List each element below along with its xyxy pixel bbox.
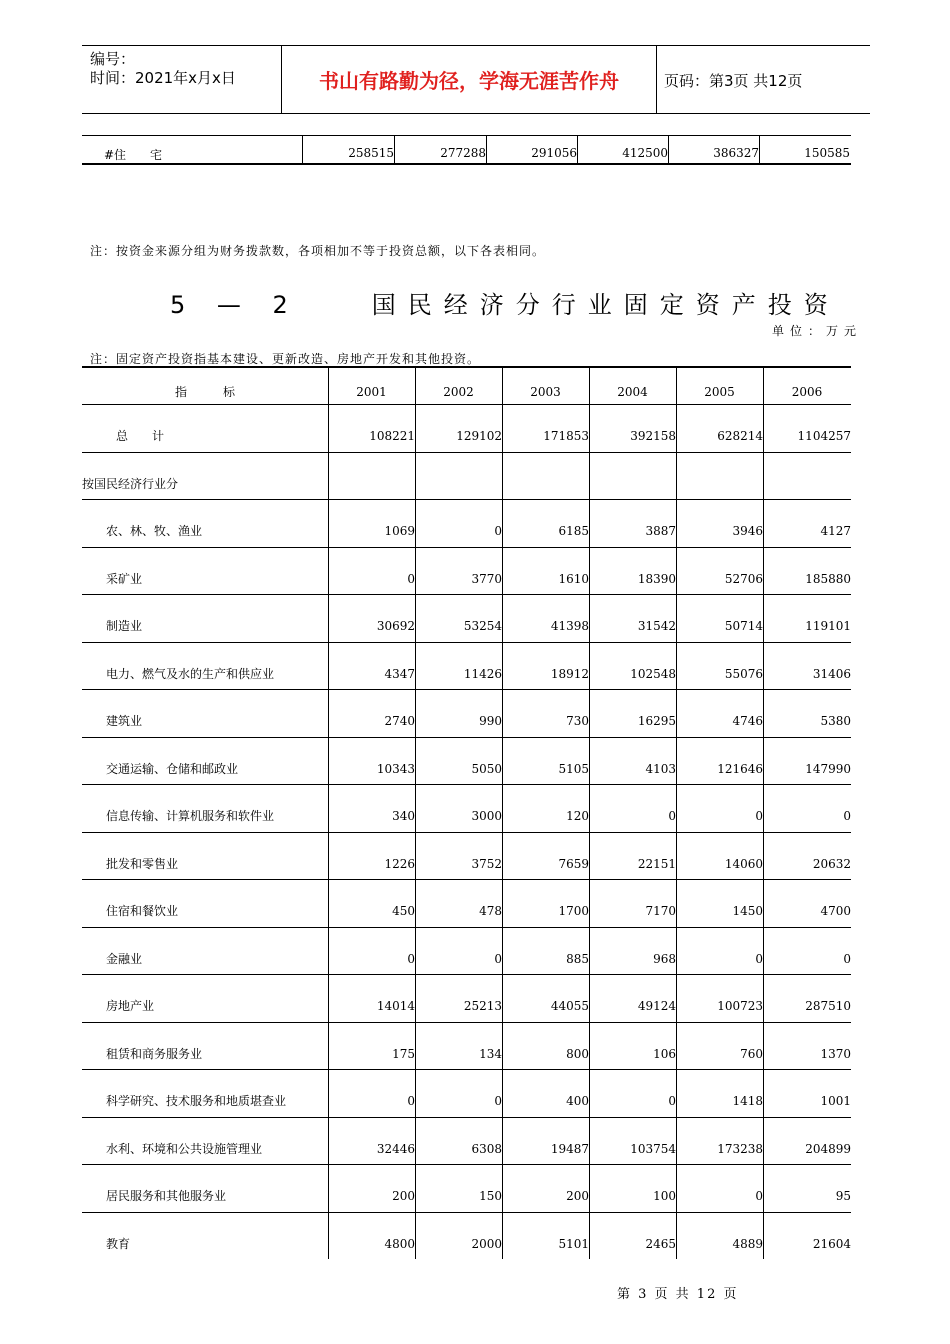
header-meta [90, 50, 236, 88]
value-cell: 18390 [637, 571, 676, 586]
value-cell: 0 [843, 809, 851, 823]
value-cell: 22151 [637, 856, 676, 871]
value-cell: 760 [740, 1046, 763, 1061]
value-cell: 95 [835, 1189, 851, 1203]
value-cell: 1104257 [797, 429, 851, 443]
value-cell [502, 452, 589, 500]
value-cell: 32446 [376, 1141, 415, 1156]
row-label: 建筑业 [106, 714, 143, 728]
row-label: 总 计 [116, 429, 165, 443]
row-label: 租赁和商务服务业 [106, 1046, 203, 1061]
value-cell: 0 [755, 951, 763, 966]
residual-cell: 258515 [348, 146, 394, 160]
header-bottom-rule [82, 113, 870, 114]
value-cell: 175 [392, 1046, 415, 1061]
value-cell: 287510 [805, 999, 851, 1013]
value-cell: 628214 [717, 429, 763, 443]
value-cell: 185880 [805, 571, 851, 586]
value-cell: 119101 [805, 619, 851, 633]
value-cell: 16295 [637, 714, 676, 728]
value-cell: 147990 [805, 761, 851, 776]
value-cell: 106 [653, 1046, 676, 1061]
value-cell: 173238 [717, 1141, 763, 1156]
value-cell [676, 452, 763, 500]
table-row [82, 784, 851, 833]
row-label: 教育 [106, 1236, 131, 1251]
value-cell: 0 [494, 524, 502, 538]
value-cell: 31542 [637, 619, 676, 633]
value-cell: 0 [668, 809, 676, 823]
value-cell: 0 [494, 1094, 502, 1108]
header-page-number: 页码：第3页 共12页 [664, 72, 803, 90]
value-cell: 340 [392, 809, 415, 823]
value-cell: 0 [843, 951, 851, 966]
value-cell: 730 [566, 714, 589, 728]
value-cell: 1069 [384, 524, 415, 538]
value-cell: 6185 [558, 524, 589, 538]
value-cell: 800 [566, 1046, 589, 1061]
residual-row-label: #住 宅 [104, 148, 163, 162]
value-cell: 1370 [820, 1046, 851, 1061]
row-label: 居民服务和其他服务业 [106, 1189, 227, 1203]
value-cell: 4889 [732, 1236, 763, 1251]
row-label: 农、林、牧、渔业 [106, 524, 203, 538]
table-header-row [82, 366, 851, 405]
year-header: 2002 [443, 385, 474, 399]
value-cell: 52706 [724, 571, 763, 586]
value-cell: 18912 [550, 666, 589, 681]
value-cell: 103754 [630, 1141, 676, 1156]
header-divider [656, 45, 657, 113]
value-cell: 2000 [471, 1236, 502, 1251]
year-header: 2006 [791, 385, 823, 399]
value-cell: 478 [479, 904, 502, 918]
value-cell: 3887 [645, 524, 676, 538]
value-cell: 3000 [471, 809, 502, 823]
residual-bottom-rule [82, 163, 851, 165]
value-cell [328, 452, 415, 500]
table-row [82, 1212, 851, 1260]
table-row [82, 1117, 851, 1166]
row-label: 交通运输、仓储和邮政业 [106, 761, 239, 776]
value-cell: 3770 [471, 571, 502, 586]
value-cell: 20632 [812, 856, 851, 871]
row-label: 房地产业 [106, 999, 155, 1013]
value-cell: 129102 [456, 429, 502, 443]
value-cell: 41398 [550, 619, 589, 633]
value-cell: 0 [407, 1094, 415, 1108]
residual-cell: 150585 [804, 146, 850, 160]
value-cell: 49124 [637, 999, 676, 1013]
row-label: 金融业 [106, 951, 143, 966]
table-row [82, 974, 851, 1023]
table-title: 5 — 2 国民经济分行业固定资产投资 [170, 291, 840, 319]
table-row [82, 499, 851, 548]
row-label: 水利、环境和公共设施管理业 [106, 1141, 263, 1156]
value-cell: 4800 [384, 1236, 415, 1251]
value-cell: 3946 [732, 524, 763, 538]
value-cell: 30692 [376, 619, 415, 633]
value-cell: 5050 [471, 761, 502, 776]
value-cell: 4103 [645, 761, 676, 776]
value-cell: 5101 [558, 1236, 589, 1251]
residual-cell: 386327 [713, 146, 759, 160]
row-label: 信息传输、计算机服务和软件业 [106, 809, 275, 823]
value-cell: 200 [392, 1189, 415, 1203]
residual-cell: 291056 [531, 146, 577, 160]
residual-cell: 277288 [440, 146, 486, 160]
value-cell: 1610 [558, 571, 589, 586]
table-row [82, 452, 851, 501]
row-label: 电力、燃气及水的生产和供应业 [106, 666, 275, 681]
value-cell: 200 [566, 1189, 589, 1203]
row-label: 按国民经济行业分 [82, 476, 179, 491]
value-cell: 108221 [369, 429, 415, 443]
value-cell: 4127 [820, 524, 851, 538]
table-row [82, 547, 851, 596]
note-funding-source: 注：按资金来源分组为财务拨款数，各项相加不等于投资总额，以下各表相同。 [90, 244, 546, 258]
value-cell: 2740 [384, 714, 415, 728]
value-cell: 100723 [717, 999, 763, 1013]
value-cell: 0 [407, 951, 415, 966]
unit-label: 单位：万元 [771, 324, 862, 338]
table-row [82, 689, 851, 738]
table-row [82, 642, 851, 691]
table-row [82, 594, 851, 643]
value-cell: 5380 [820, 714, 851, 728]
value-cell: 120 [566, 809, 589, 823]
value-cell: 31406 [812, 666, 851, 681]
document-time: 时间：2021年x月x日 [90, 69, 236, 87]
value-cell: 25213 [463, 999, 502, 1013]
value-cell: 1226 [384, 856, 415, 871]
value-cell: 10343 [376, 761, 415, 776]
value-cell: 100 [653, 1189, 676, 1203]
value-cell: 21604 [812, 1236, 851, 1251]
table-row [82, 1069, 851, 1118]
value-cell: 0 [494, 951, 502, 966]
value-cell: 400 [566, 1094, 589, 1108]
row-label: 制造业 [106, 619, 143, 633]
value-cell: 1001 [820, 1094, 851, 1108]
page-footer: 第 3 页 共 12 页 [617, 1287, 739, 1302]
table-row [82, 1022, 851, 1071]
value-cell: 0 [755, 1189, 763, 1203]
value-cell: 134 [479, 1046, 502, 1061]
value-cell: 11426 [463, 666, 502, 681]
table-header-label: 指 标 [174, 385, 235, 399]
table-row [82, 1164, 851, 1213]
year-header: 2005 [704, 385, 735, 399]
row-label: 采矿业 [106, 571, 143, 586]
value-cell: 19487 [550, 1141, 589, 1156]
value-cell: 121646 [717, 761, 763, 776]
residual-top-rule [82, 135, 851, 136]
value-cell: 50714 [724, 619, 763, 633]
table-row [82, 832, 851, 881]
value-cell: 450 [392, 904, 415, 918]
year-header: 2004 [617, 385, 648, 399]
value-cell: 2465 [645, 1236, 676, 1251]
value-cell: 990 [479, 714, 502, 728]
value-cell: 0 [668, 1094, 676, 1108]
value-cell: 0 [755, 809, 763, 823]
value-cell: 885 [566, 951, 589, 966]
value-cell: 1418 [732, 1094, 763, 1108]
year-header: 2001 [356, 385, 387, 399]
value-cell: 0 [407, 571, 415, 586]
value-cell [589, 452, 676, 500]
table-row [82, 879, 851, 928]
table-row [82, 404, 851, 453]
residual-cell: 412500 [622, 146, 668, 160]
value-cell: 5105 [558, 761, 589, 776]
value-cell: 150 [479, 1189, 502, 1203]
value-cell: 53254 [463, 619, 502, 633]
value-cell: 1450 [732, 904, 763, 918]
header-motto: 书山有路勤为径，学海无涯苦作舟 [319, 68, 619, 93]
value-cell: 968 [653, 951, 676, 966]
value-cell [415, 452, 502, 500]
value-cell: 1700 [558, 904, 589, 918]
row-label: 住宿和餐饮业 [106, 904, 179, 918]
value-cell: 7659 [558, 856, 589, 871]
value-cell: 204899 [805, 1141, 851, 1156]
value-cell: 4347 [384, 666, 415, 681]
note-fixed-asset: 注：固定资产投资指基本建设、更新改造、房地产开发和其他投资。 [90, 352, 481, 366]
value-cell: 55076 [724, 666, 763, 681]
value-cell: 392158 [630, 429, 676, 443]
value-cell: 6308 [471, 1141, 502, 1156]
value-cell: 171853 [543, 429, 589, 443]
value-cell: 4700 [820, 904, 851, 918]
table-row [82, 927, 851, 976]
document-number: 编号： [90, 50, 136, 68]
year-header: 2003 [530, 385, 561, 399]
value-cell [763, 452, 851, 500]
value-cell: 14060 [724, 856, 763, 871]
table-row [82, 737, 851, 786]
value-cell: 7170 [645, 904, 676, 918]
row-label: 批发和零售业 [106, 856, 179, 871]
value-cell: 4746 [732, 714, 763, 728]
value-cell: 3752 [471, 856, 502, 871]
value-cell: 44055 [550, 999, 589, 1013]
value-cell: 14014 [376, 999, 415, 1013]
row-label: 科学研究、技术服务和地质堪查业 [106, 1094, 287, 1108]
value-cell: 102548 [630, 666, 676, 681]
